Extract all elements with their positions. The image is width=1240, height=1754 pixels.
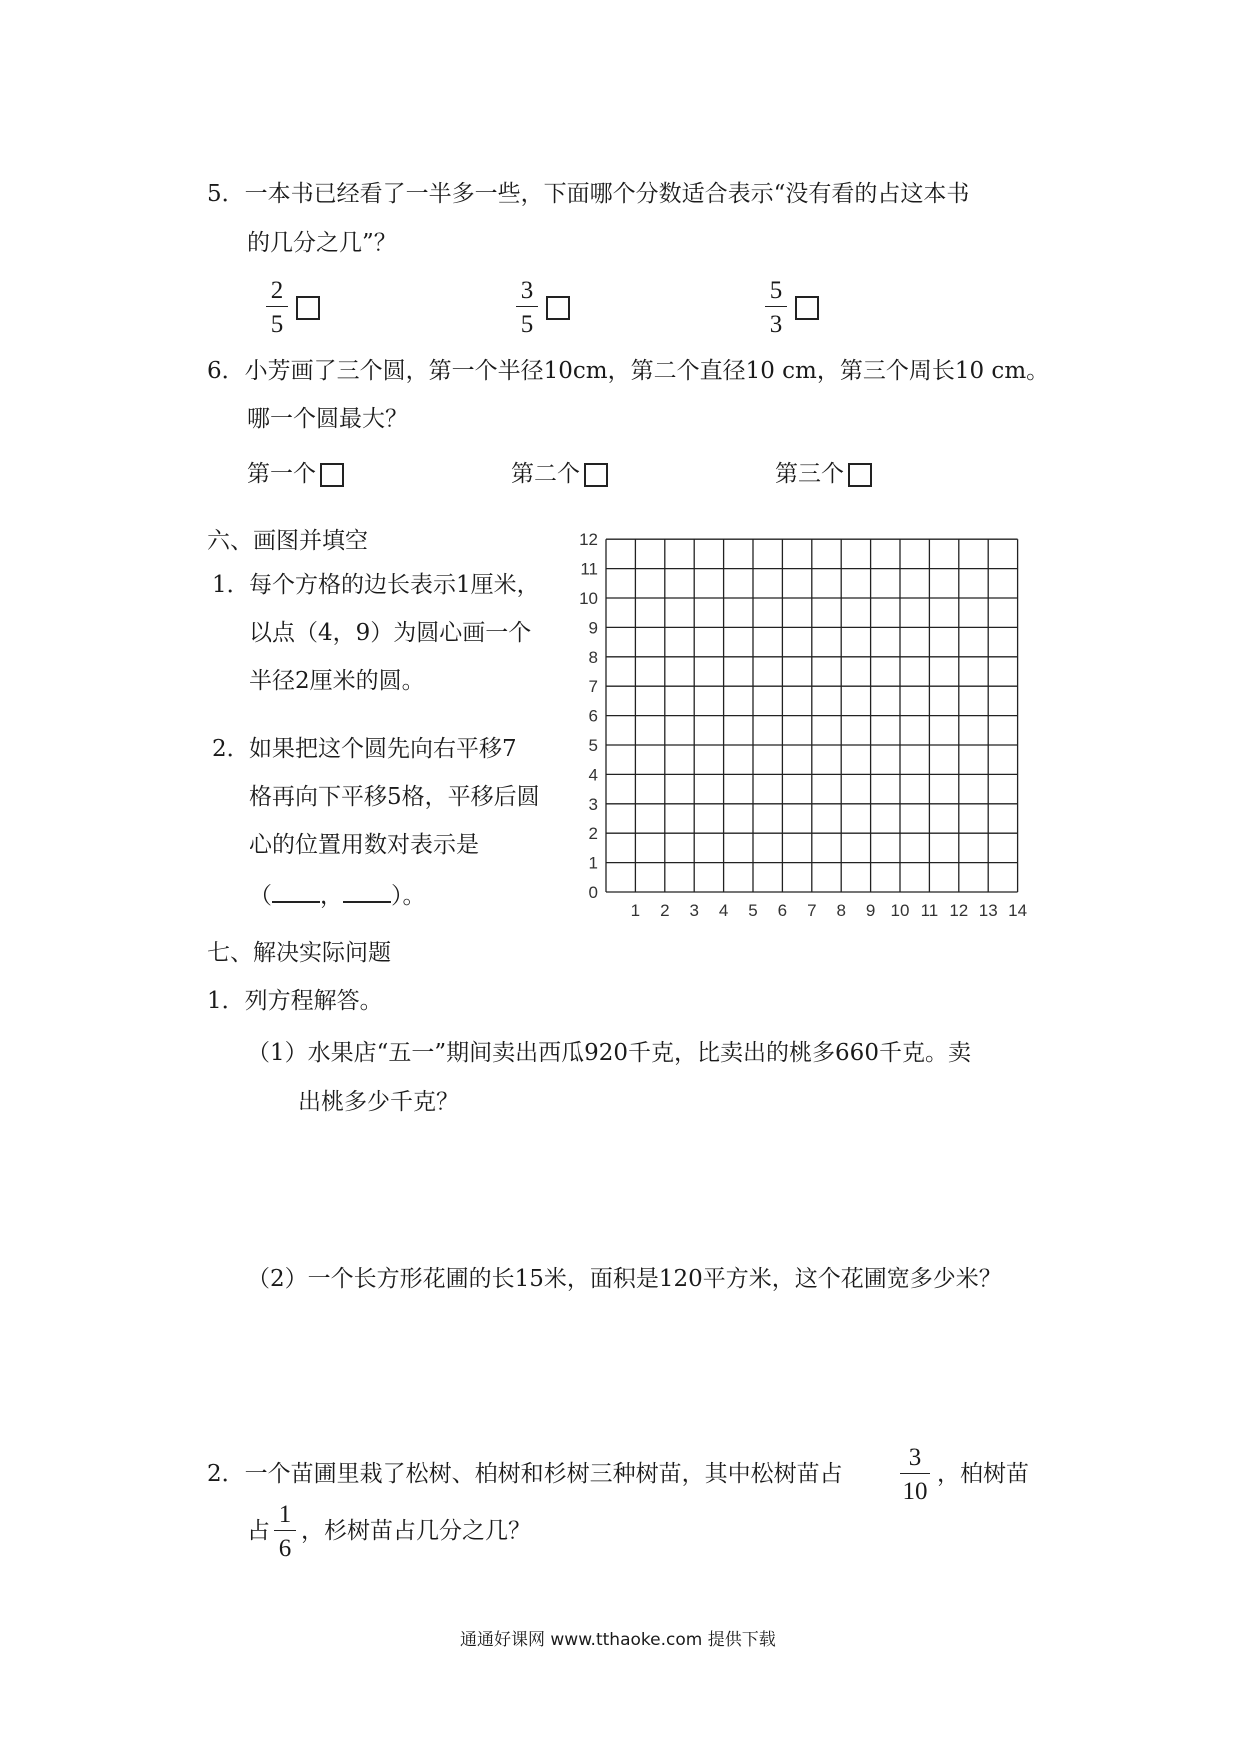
q5-line1: 5．一本书已经看了一半多一些，下面哪个分数适合表示“没有看的占这本书 [207, 181, 970, 207]
q6-option-third-checkbox[interactable] [848, 463, 872, 487]
section7-q2-part3: 占 [247, 1518, 270, 1544]
section6-item1-line3: 半径2厘米的圆。 [249, 668, 425, 694]
y-tick-label: 8 [588, 647, 598, 667]
y-tick-label: 5 [588, 736, 598, 755]
x-tick-label: 3 [689, 901, 699, 920]
section7-q2-part2: ，柏树苗 [937, 1461, 1029, 1487]
x-tick-label: 8 [836, 901, 846, 920]
section6-item2-line2: 格再向下平移5格，平移后圆 [249, 784, 540, 810]
q6-option-third: 第三个 [775, 463, 872, 487]
q2-fraction-pine: 3 10 [900, 1445, 930, 1504]
x-tick-label: 1 [630, 901, 641, 920]
y-tick-label: 1 [588, 853, 598, 873]
q5-option-b-checkbox[interactable] [546, 296, 570, 320]
q6-line1: 6．小芳画了三个圆，第一个半径10cm，第二个直径10 cm，第三个周长10 cm。 [207, 358, 1050, 384]
q2-fraction-cypress: 1 6 [274, 1502, 296, 1561]
q5-line2: 的几分之几”？ [247, 230, 397, 256]
q6-option-second-checkbox[interactable] [584, 463, 608, 487]
y-tick-label: 9 [588, 618, 598, 638]
section6-item1-line2: 以点（4，9）为圆心画一个 [249, 620, 532, 646]
section7-q1-sub1-line1: （1）水果店“五一”期间卖出西瓜920千克，比卖出的桃多660千克。卖 [247, 1040, 971, 1066]
q5-option-a-checkbox[interactable] [296, 296, 320, 320]
y-tick-label: 12 [579, 530, 598, 550]
x-tick-label: 9 [865, 901, 876, 920]
y-tick-label: 3 [588, 794, 598, 814]
x-tick-label: 14 [1008, 901, 1028, 920]
q6-option-first: 第一个 [247, 463, 344, 487]
y-tick-label: 11 [580, 559, 598, 579]
q6-option-second: 第二个 [511, 463, 608, 487]
answer-blank-x[interactable] [272, 883, 320, 903]
y-tick-label: 0 [588, 883, 598, 902]
q6-line2: 哪一个圆最大？ [247, 406, 408, 432]
y-tick-label: 2 [588, 824, 598, 844]
section6-item2-answer: （ ， ）。 [249, 883, 426, 909]
answer-blank-y[interactable] [343, 883, 391, 903]
x-tick-label: 10 [890, 901, 910, 920]
q5-option-c-fraction: 5 3 [765, 278, 787, 337]
section7-q1-sub2: （2）一个长方形花圃的长15米，面积是120平方米，这个花圃宽多少米？ [247, 1266, 1002, 1292]
y-tick-label: 6 [588, 706, 598, 726]
section7-q1-title: 1．列方程解答。 [207, 988, 383, 1014]
section6-item2-line1: 如果把这个圆先向右平移7 [249, 736, 517, 762]
section6-item2-line3: 心的位置用数对表示是 [249, 832, 479, 858]
section7-q1-sub1-line2: 出桃多少千克？ [298, 1089, 459, 1115]
y-tick-label: 4 [588, 765, 598, 785]
x-tick-label: 4 [718, 901, 729, 920]
y-tick-label: 7 [588, 677, 598, 697]
x-tick-label: 12 [949, 901, 969, 920]
q5-option-a-fraction: 2 5 [266, 278, 288, 337]
x-tick-label: 2 [660, 901, 670, 920]
section6-title: 六、画图并填空 [207, 528, 368, 554]
section7-q2-part1: 2．一个苗圃里栽了松树、柏树和杉树三种树苗，其中松树苗占 [207, 1461, 843, 1487]
q5-option-b-fraction: 3 5 [516, 278, 538, 337]
footer-source: 通通好课网 www.tthaoke.com 提供下载 [460, 1630, 776, 1650]
section6-item1-line1: 每个方格的边长表示1厘米， [249, 572, 540, 598]
x-tick-label: 7 [807, 901, 817, 920]
coordinate-grid[interactable] [570, 530, 1030, 930]
y-tick-label: 10 [579, 589, 598, 608]
section6-item2-number: 2． [212, 736, 250, 762]
x-tick-label: 6 [777, 901, 788, 920]
x-tick-label: 13 [978, 901, 998, 920]
x-tick-label: 5 [748, 901, 758, 920]
x-tick-label: 11 [920, 901, 939, 920]
q6-option-first-checkbox[interactable] [320, 463, 344, 487]
section6-item1-number: 1． [212, 572, 250, 598]
section7-title: 七、解决实际问题 [207, 940, 391, 966]
section7-q2-part4: ，杉树苗占几分之几？ [301, 1518, 531, 1544]
q5-option-c-checkbox[interactable] [795, 296, 819, 320]
